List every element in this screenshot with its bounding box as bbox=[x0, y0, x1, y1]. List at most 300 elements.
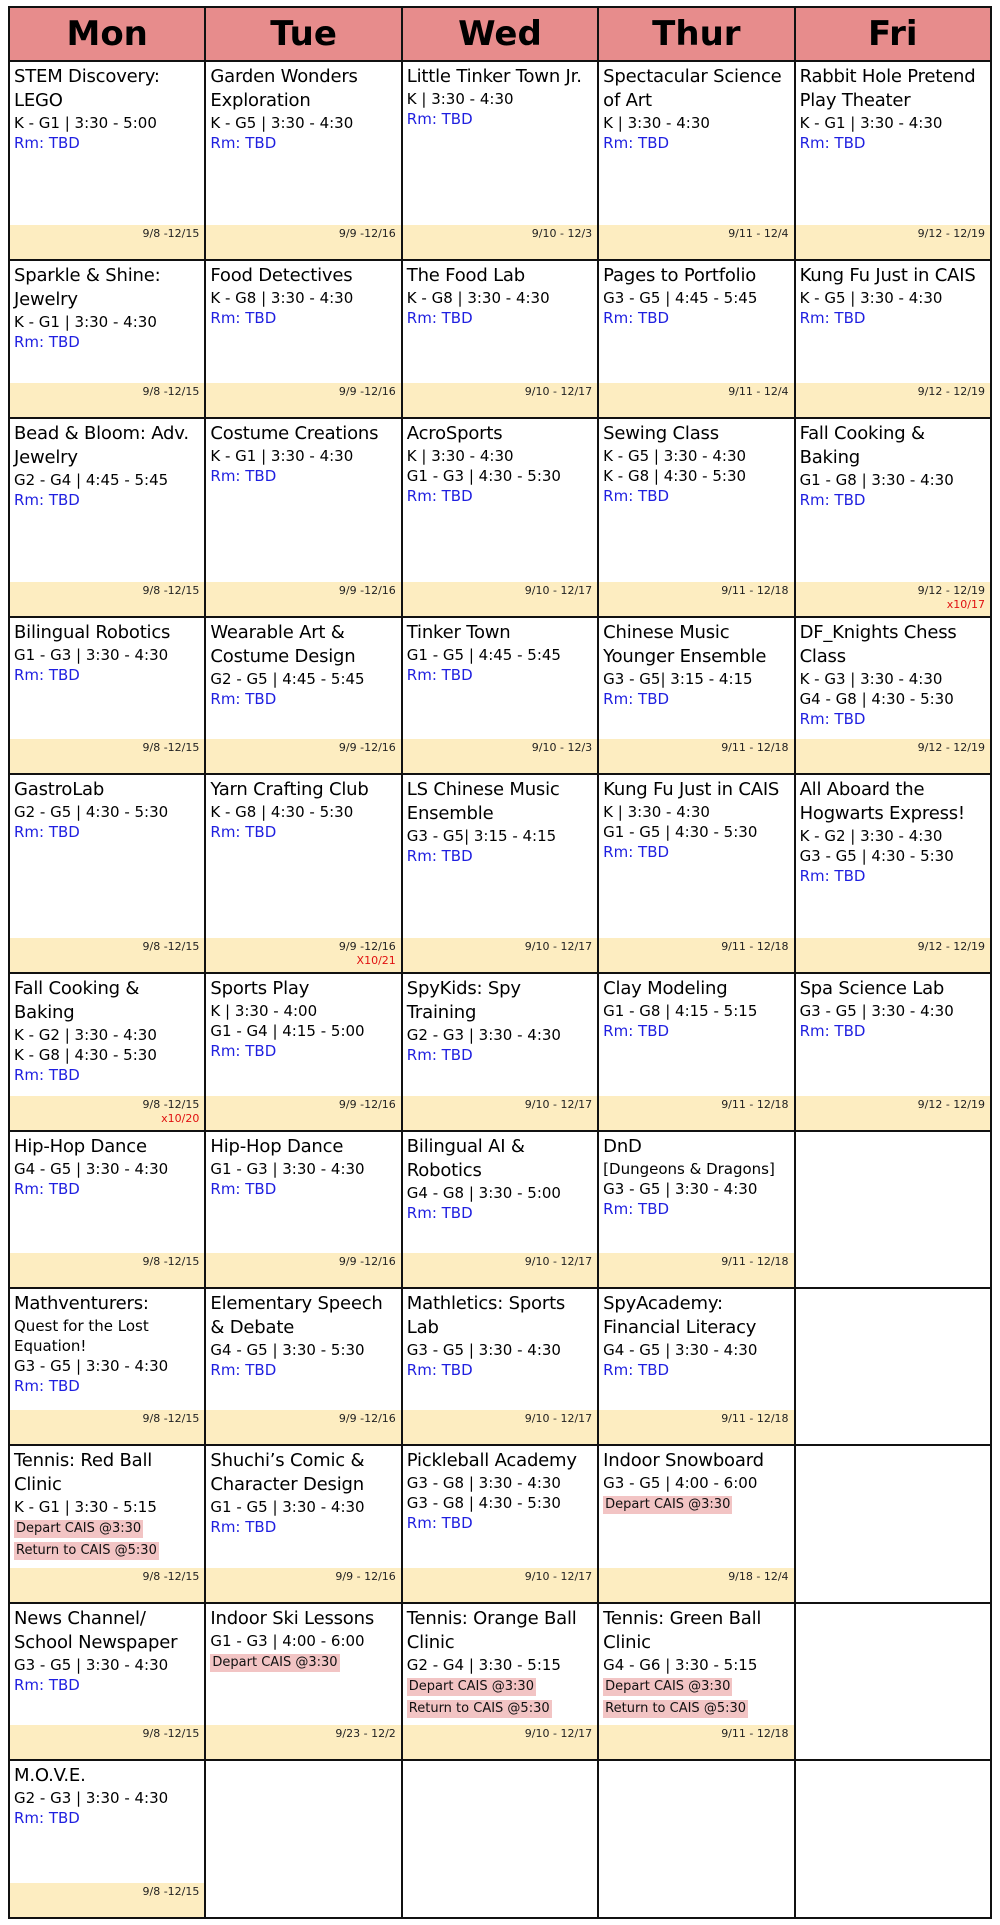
schedule-cell bbox=[205, 260, 401, 417]
day-header: Wed bbox=[402, 7, 598, 61]
class-title: Bilingual AI & Robotics bbox=[406, 1135, 525, 1181]
class-content bbox=[206, 1132, 400, 1199]
room-label: Rm: TBD bbox=[210, 466, 277, 485]
room-label: Rm: TBD bbox=[799, 709, 866, 728]
date-range: 9/9 -12/16 bbox=[338, 940, 396, 954]
transport-note: Depart CAIS @3:30 bbox=[605, 1497, 731, 1513]
date-strip bbox=[796, 582, 990, 616]
room-label: Rm: TBD bbox=[210, 134, 277, 152]
grade-time: G3 - G8 | 4:30 - 5:30 bbox=[406, 1494, 561, 1513]
date-range: 9/8 -12/15 bbox=[142, 940, 200, 954]
class-card[interactable] bbox=[403, 1132, 597, 1287]
room-label: Rm: TBD bbox=[603, 486, 670, 505]
grade-time: G1 - G3 | 4:00 - 6:00 bbox=[210, 1631, 365, 1650]
date-range: 9/10 - 12/3 bbox=[531, 741, 593, 754]
schedule-cell bbox=[205, 617, 401, 774]
schedule-cell bbox=[205, 1288, 401, 1445]
empty-cell bbox=[795, 1603, 991, 1760]
class-content bbox=[599, 1604, 793, 1719]
schedule-cell bbox=[9, 973, 205, 1130]
schedule-cell bbox=[205, 1131, 401, 1288]
class-title: Indoor Snowboard bbox=[603, 1450, 764, 1472]
grade-time: G2 - G5 | 4:30 - 5:30 bbox=[14, 803, 169, 821]
date-range: 9/11 - 12/18 bbox=[721, 1254, 789, 1268]
date-range: 9/9 -12/16 bbox=[338, 1097, 396, 1111]
grade-time: G3 - G5 | 3:30 - 4:30 bbox=[406, 1340, 561, 1359]
class-content bbox=[10, 1289, 204, 1396]
class-content bbox=[403, 974, 597, 1065]
class-card[interactable] bbox=[796, 974, 990, 1129]
class-title: DnD bbox=[603, 1135, 642, 1157]
class-card[interactable] bbox=[796, 62, 990, 259]
schedule-cell bbox=[402, 260, 598, 417]
grade-time: G4 - G5 | 3:30 - 4:30 bbox=[603, 1340, 758, 1359]
date-strip bbox=[599, 383, 793, 417]
class-card[interactable] bbox=[599, 618, 793, 773]
class-card[interactable] bbox=[403, 1446, 597, 1601]
class-content bbox=[10, 1761, 204, 1828]
class-content bbox=[796, 419, 990, 510]
schedule-cell bbox=[9, 1445, 205, 1602]
room-label: Rm: TBD bbox=[210, 823, 277, 841]
class-card[interactable] bbox=[206, 1604, 400, 1759]
date-strip bbox=[206, 225, 400, 259]
class-card[interactable] bbox=[796, 419, 990, 616]
date-strip bbox=[10, 1883, 204, 1917]
grade-time: G1 - G8 | 3:30 - 4:30 bbox=[799, 470, 954, 489]
schedule-cell bbox=[402, 1131, 598, 1288]
date-range: 9/10 - 12/3 bbox=[531, 227, 593, 241]
room-label: Rm: TBD bbox=[406, 110, 473, 128]
schedule-row bbox=[9, 1131, 991, 1288]
transport-note: Return to CAIS @5:30 bbox=[605, 1700, 747, 1716]
grade-time: G1 - G4 | 4:15 - 5:00 bbox=[210, 1022, 365, 1041]
grade-time: G2 - G4 | 3:30 - 5:15 bbox=[406, 1655, 561, 1674]
class-content bbox=[206, 1446, 400, 1537]
class-card[interactable] bbox=[206, 1289, 400, 1444]
room-label: Rm: TBD bbox=[14, 134, 80, 152]
grade-time: G4 - G8 | 3:30 - 5:00 bbox=[406, 1183, 561, 1202]
date-strip bbox=[403, 938, 597, 972]
grade-time: G3 - G5 | 3:30 - 4:30 bbox=[603, 1179, 758, 1198]
class-content bbox=[403, 1289, 597, 1380]
class-card[interactable] bbox=[10, 261, 204, 416]
class-title: Sports Play bbox=[210, 978, 310, 1000]
schedule-cell bbox=[9, 61, 205, 260]
class-card[interactable] bbox=[796, 618, 990, 773]
class-content bbox=[403, 1604, 597, 1719]
schedule-cell bbox=[402, 1603, 598, 1760]
schedule-cell bbox=[9, 260, 205, 417]
empty-cell bbox=[402, 1760, 598, 1918]
date-range: 9/8 -12/15 bbox=[142, 1727, 200, 1741]
grade-time: K - G1 | 3:30 - 4:30 bbox=[799, 114, 943, 132]
day-header: Thur bbox=[598, 7, 794, 61]
date-range: 9/10 - 12/17 bbox=[524, 1097, 593, 1111]
empty-cell bbox=[795, 1131, 991, 1288]
date-strip bbox=[796, 383, 990, 417]
class-card[interactable] bbox=[599, 62, 793, 259]
date-range: 9/10 - 12/17 bbox=[524, 1254, 593, 1268]
class-content bbox=[403, 62, 597, 129]
class-content bbox=[599, 775, 793, 862]
date-strip bbox=[10, 1253, 204, 1287]
room-label: Rm: TBD bbox=[14, 490, 80, 509]
transport-note: Depart CAIS @3:30 bbox=[16, 1521, 142, 1537]
schedule-cell bbox=[9, 1288, 205, 1445]
class-card[interactable] bbox=[206, 62, 400, 259]
room-label: Rm: TBD bbox=[799, 309, 866, 328]
class-card[interactable] bbox=[403, 618, 597, 773]
cancel-note: x10/17 bbox=[946, 597, 985, 611]
grade-time: K - G5 | 3:30 - 4:30 bbox=[603, 446, 747, 465]
date-range: 9/10 - 12/17 bbox=[524, 1569, 593, 1583]
class-card[interactable] bbox=[10, 974, 204, 1129]
class-card[interactable] bbox=[403, 1289, 597, 1444]
schedule-row bbox=[9, 774, 991, 973]
class-card[interactable] bbox=[403, 261, 597, 416]
room-label: Rm: TBD bbox=[603, 1022, 670, 1041]
grade-time: G4 - G5 | 3:30 - 4:30 bbox=[14, 1159, 169, 1178]
empty-cell bbox=[795, 1288, 991, 1445]
date-strip bbox=[403, 1568, 597, 1602]
class-card[interactable] bbox=[10, 62, 204, 259]
date-strip bbox=[403, 739, 597, 773]
class-card[interactable] bbox=[403, 62, 597, 259]
class-title: Fall Cooking & Baking bbox=[14, 978, 140, 1024]
date-range: 9/8 -12/15 bbox=[142, 1254, 200, 1268]
class-card[interactable] bbox=[599, 1289, 793, 1444]
date-range: 9/10 - 12/17 bbox=[524, 384, 593, 398]
date-strip bbox=[10, 739, 204, 773]
class-card[interactable] bbox=[599, 1446, 793, 1601]
date-strip bbox=[206, 582, 400, 616]
grade-time: K | 3:30 - 4:00 bbox=[210, 1002, 318, 1021]
day-header: Tue bbox=[205, 7, 401, 61]
room-label: Rm: TBD bbox=[406, 665, 473, 684]
class-content bbox=[10, 62, 204, 153]
grade-time: K - G2 | 3:30 - 4:30 bbox=[799, 827, 943, 845]
room-label: Rm: TBD bbox=[14, 1376, 80, 1395]
date-range: 9/12 - 12/19 bbox=[917, 227, 985, 241]
date-range: 9/9 -12/16 bbox=[338, 1254, 396, 1268]
date-strip bbox=[403, 1253, 597, 1287]
grade-time: K - G8 | 3:30 - 4:30 bbox=[406, 289, 550, 308]
date-range: 9/10 - 12/17 bbox=[524, 1727, 593, 1741]
date-strip bbox=[599, 1253, 793, 1287]
schedule-cell bbox=[795, 260, 991, 417]
date-strip bbox=[206, 1096, 400, 1130]
grade-time: G1 - G5 | 3:30 - 4:30 bbox=[210, 1498, 365, 1517]
date-range: 9/8 -12/15 bbox=[142, 583, 200, 597]
schedule-cell bbox=[9, 774, 205, 973]
schedule-cell bbox=[598, 1288, 794, 1445]
class-title: STEM Discovery: LEGO bbox=[14, 66, 160, 111]
class-card[interactable] bbox=[206, 419, 400, 616]
cancel-note: X10/21 bbox=[356, 954, 396, 968]
date-strip bbox=[206, 1725, 400, 1759]
class-card[interactable] bbox=[206, 618, 400, 773]
grade-time: K | 3:30 - 4:30 bbox=[603, 803, 710, 821]
class-title: Garden Wonders Exploration bbox=[210, 66, 358, 111]
room-label: Rm: TBD bbox=[406, 486, 473, 505]
date-range: 9/8 -12/15 bbox=[142, 741, 200, 754]
date-strip bbox=[403, 225, 597, 259]
date-strip bbox=[206, 1253, 400, 1287]
class-card[interactable] bbox=[10, 775, 204, 972]
date-strip bbox=[10, 1410, 204, 1444]
date-range: 9/10 - 12/17 bbox=[524, 583, 593, 597]
grade-time: K - G1 | 3:30 - 5:15 bbox=[14, 1498, 157, 1517]
class-title: SpyKids: Spy Training bbox=[406, 978, 521, 1024]
class-title: Bilingual Robotics bbox=[14, 621, 171, 643]
date-strip bbox=[10, 938, 204, 972]
date-range: 9/10 - 12/17 bbox=[524, 940, 593, 954]
class-card[interactable] bbox=[10, 1132, 204, 1287]
grade-time: K - G8 | 4:30 - 5:30 bbox=[603, 466, 747, 485]
class-content bbox=[206, 62, 400, 153]
room-label: Rm: TBD bbox=[210, 1179, 277, 1198]
class-card[interactable] bbox=[206, 974, 400, 1129]
room-label: Rm: TBD bbox=[799, 867, 866, 885]
date-range: 9/8 -12/15 bbox=[142, 1885, 200, 1898]
schedule-row bbox=[9, 617, 991, 774]
class-title: Tennis: Orange Ball Clinic bbox=[406, 1607, 577, 1653]
class-title: GastroLab bbox=[14, 779, 105, 800]
room-label: Rm: TBD bbox=[14, 333, 80, 352]
class-content bbox=[599, 618, 793, 709]
schedule-row bbox=[9, 973, 991, 1130]
date-range: 9/12 - 12/19 bbox=[917, 384, 985, 398]
date-strip bbox=[403, 582, 597, 616]
class-subtitle: Quest for the Lost Equation! bbox=[14, 1316, 149, 1355]
room-label: Rm: TBD bbox=[603, 309, 670, 328]
grade-time: G3 - G5 | 3:30 - 4:30 bbox=[14, 1655, 169, 1674]
class-card[interactable] bbox=[206, 1446, 400, 1601]
class-title: Little Tinker Town Jr. bbox=[406, 66, 582, 87]
class-title: Hip-Hop Dance bbox=[14, 1135, 147, 1157]
class-title: Shuchi’s Comic & Character Design bbox=[210, 1450, 365, 1496]
class-title: Pages to Portfolio bbox=[603, 265, 757, 287]
class-title: All Aboard the Hogwarts Express! bbox=[799, 779, 965, 824]
class-content bbox=[10, 419, 204, 510]
date-range: 9/12 - 12/19 bbox=[917, 1097, 985, 1111]
grade-time: K | 3:30 - 4:30 bbox=[406, 90, 514, 108]
day-header: Mon bbox=[9, 7, 205, 61]
class-title: Indoor Ski Lessons bbox=[210, 1607, 374, 1629]
class-card[interactable] bbox=[403, 775, 597, 972]
date-strip bbox=[10, 1568, 204, 1602]
date-strip bbox=[599, 938, 793, 972]
room-label: Rm: TBD bbox=[603, 689, 670, 708]
schedule-cell bbox=[9, 418, 205, 617]
class-card[interactable] bbox=[403, 1604, 597, 1759]
schedule-cell bbox=[9, 1760, 205, 1918]
grade-time: G4 - G6 | 3:30 - 5:15 bbox=[603, 1655, 758, 1674]
class-content bbox=[796, 618, 990, 729]
date-range: 9/12 - 12/19 bbox=[917, 741, 985, 754]
class-content bbox=[10, 1604, 204, 1695]
date-strip bbox=[10, 582, 204, 616]
class-title: M.O.V.E. bbox=[14, 1765, 86, 1787]
date-strip bbox=[599, 1725, 793, 1759]
class-card[interactable] bbox=[599, 419, 793, 616]
class-card[interactable] bbox=[599, 974, 793, 1129]
class-content bbox=[403, 261, 597, 328]
schedule-row bbox=[9, 260, 991, 417]
class-title: Elementary Speech & Debate bbox=[210, 1292, 383, 1338]
date-range: 9/11 - 12/18 bbox=[721, 1412, 789, 1426]
class-content bbox=[206, 261, 400, 328]
date-range: 9/12 - 12/19 bbox=[917, 583, 985, 597]
class-title: The Food Lab bbox=[406, 265, 525, 287]
grade-time: G3 - G5 | 4:00 - 6:00 bbox=[603, 1474, 758, 1493]
schedule-cell bbox=[598, 1131, 794, 1288]
schedule-cell bbox=[795, 418, 991, 617]
schedule-cell bbox=[402, 1445, 598, 1602]
schedule-row bbox=[9, 418, 991, 617]
grade-time: G2 - G3 | 3:30 - 4:30 bbox=[406, 1026, 561, 1045]
class-content bbox=[206, 775, 400, 842]
class-content bbox=[10, 974, 204, 1085]
schedule-cell bbox=[9, 1131, 205, 1288]
date-range: 9/9 -12/16 bbox=[338, 741, 396, 754]
grade-time: G4 - G5 | 3:30 - 5:30 bbox=[210, 1340, 365, 1359]
class-card[interactable] bbox=[10, 1289, 204, 1444]
room-label: Rm: TBD bbox=[799, 1022, 866, 1041]
date-strip bbox=[403, 1096, 597, 1130]
class-title: Mathventurers: bbox=[14, 1292, 149, 1314]
class-title: Tennis: Red Ball Clinic bbox=[14, 1450, 153, 1496]
date-strip bbox=[599, 225, 793, 259]
transport-note: Depart CAIS @3:30 bbox=[605, 1678, 731, 1694]
date-range: 9/9 -12/16 bbox=[338, 583, 396, 597]
room-label: Rm: TBD bbox=[210, 1042, 277, 1061]
class-card[interactable] bbox=[206, 261, 400, 416]
date-range: 9/11 - 12/4 bbox=[728, 227, 789, 241]
date-range: 9/9 - 12/16 bbox=[335, 1569, 396, 1583]
schedule-cell bbox=[9, 617, 205, 774]
class-title: News Channel/ School Newspaper bbox=[14, 1607, 178, 1653]
date-strip bbox=[796, 225, 990, 259]
class-card[interactable] bbox=[599, 261, 793, 416]
schedule-cell bbox=[795, 617, 991, 774]
class-card[interactable] bbox=[10, 618, 204, 773]
class-card[interactable] bbox=[10, 1761, 204, 1917]
class-card[interactable] bbox=[403, 974, 597, 1129]
schedule-cell bbox=[205, 61, 401, 260]
room-label: Rm: TBD bbox=[406, 847, 473, 865]
class-content bbox=[599, 261, 793, 328]
schedule-cell bbox=[205, 1603, 401, 1760]
room-label: Rm: TBD bbox=[14, 823, 80, 841]
class-content bbox=[206, 1604, 400, 1673]
class-title: Sewing Class bbox=[603, 422, 719, 444]
class-content bbox=[599, 1289, 793, 1380]
date-range: 9/8 -12/15 bbox=[142, 384, 200, 398]
date-range: 9/8 -12/15 bbox=[142, 1412, 200, 1426]
class-card[interactable] bbox=[10, 1604, 204, 1759]
class-title: Fall Cooking & Baking bbox=[799, 422, 925, 468]
class-card[interactable] bbox=[599, 1132, 793, 1287]
class-card[interactable] bbox=[796, 775, 990, 972]
date-range: 9/8 -12/15 bbox=[142, 1569, 200, 1583]
class-title: Yarn Crafting Club bbox=[210, 779, 369, 800]
empty-cell bbox=[795, 1760, 991, 1918]
room-label: Rm: TBD bbox=[14, 1809, 80, 1828]
class-card[interactable] bbox=[796, 261, 990, 416]
room-label: Rm: TBD bbox=[210, 689, 277, 708]
grade-time: G3 - G5| 3:15 - 4:15 bbox=[603, 669, 753, 688]
class-content bbox=[10, 1132, 204, 1199]
room-label: Rm: TBD bbox=[406, 309, 473, 328]
schedule-cell bbox=[598, 617, 794, 774]
date-range: 9/9 -12/16 bbox=[338, 384, 396, 398]
empty-cell bbox=[795, 1445, 991, 1602]
grade-time: K - G8 | 4:30 - 5:30 bbox=[210, 803, 354, 821]
room-label: Rm: TBD bbox=[799, 134, 866, 152]
date-range: 9/9 -12/16 bbox=[338, 1412, 396, 1426]
class-card[interactable] bbox=[206, 775, 400, 972]
class-title: Spa Science Lab bbox=[799, 978, 945, 1000]
schedule-cell bbox=[402, 418, 598, 617]
class-title: Tennis: Green Ball Clinic bbox=[603, 1607, 762, 1653]
room-label: Rm: TBD bbox=[603, 1360, 670, 1379]
class-title: Chinese Music Younger Ensemble bbox=[603, 621, 767, 667]
schedule-cell bbox=[205, 973, 401, 1130]
date-range: 9/8 -12/15 bbox=[142, 227, 200, 241]
grade-time: G1 - G3 | 3:30 - 4:30 bbox=[210, 1159, 365, 1178]
date-strip bbox=[206, 1568, 400, 1602]
grade-time: K | 3:30 - 4:30 bbox=[603, 114, 710, 132]
room-label: Rm: TBD bbox=[14, 1066, 80, 1085]
date-strip bbox=[206, 1410, 400, 1444]
date-strip bbox=[796, 739, 990, 773]
class-title: Clay Modeling bbox=[603, 978, 728, 1000]
class-card[interactable] bbox=[10, 1446, 204, 1601]
date-range: 9/11 - 12/18 bbox=[721, 1097, 789, 1111]
transport-note: Depart CAIS @3:30 bbox=[212, 1654, 338, 1670]
date-range: 9/23 - 12/2 bbox=[335, 1727, 396, 1741]
class-card[interactable] bbox=[599, 775, 793, 972]
class-content bbox=[10, 261, 204, 352]
schedule-cell bbox=[598, 1445, 794, 1602]
date-strip bbox=[10, 1096, 204, 1130]
schedule-row bbox=[9, 1288, 991, 1445]
schedule-body bbox=[9, 61, 991, 1918]
class-card[interactable] bbox=[599, 1604, 793, 1759]
schedule-row bbox=[9, 1760, 991, 1918]
date-range: 9/12 - 12/19 bbox=[917, 940, 985, 954]
room-label: Rm: TBD bbox=[406, 1046, 473, 1065]
class-card[interactable] bbox=[206, 1132, 400, 1287]
schedule-cell bbox=[795, 774, 991, 973]
class-title: Pickleball Academy bbox=[406, 1450, 577, 1472]
cancel-note: x10/20 bbox=[161, 1111, 200, 1125]
class-title: SpyAcademy: Financial Literacy bbox=[603, 1292, 757, 1338]
schedule-cell bbox=[402, 1288, 598, 1445]
date-strip bbox=[796, 938, 990, 972]
class-title: Rabbit Hole Pretend Play Theater bbox=[799, 66, 976, 111]
grade-time: K - G5 | 3:30 - 4:30 bbox=[799, 289, 943, 308]
class-card[interactable] bbox=[403, 419, 597, 616]
room-label: Rm: TBD bbox=[14, 665, 80, 684]
class-content bbox=[599, 974, 793, 1041]
date-strip bbox=[599, 1410, 793, 1444]
schedule-cell bbox=[9, 1603, 205, 1760]
schedule-cell bbox=[402, 973, 598, 1130]
class-card[interactable] bbox=[10, 419, 204, 616]
